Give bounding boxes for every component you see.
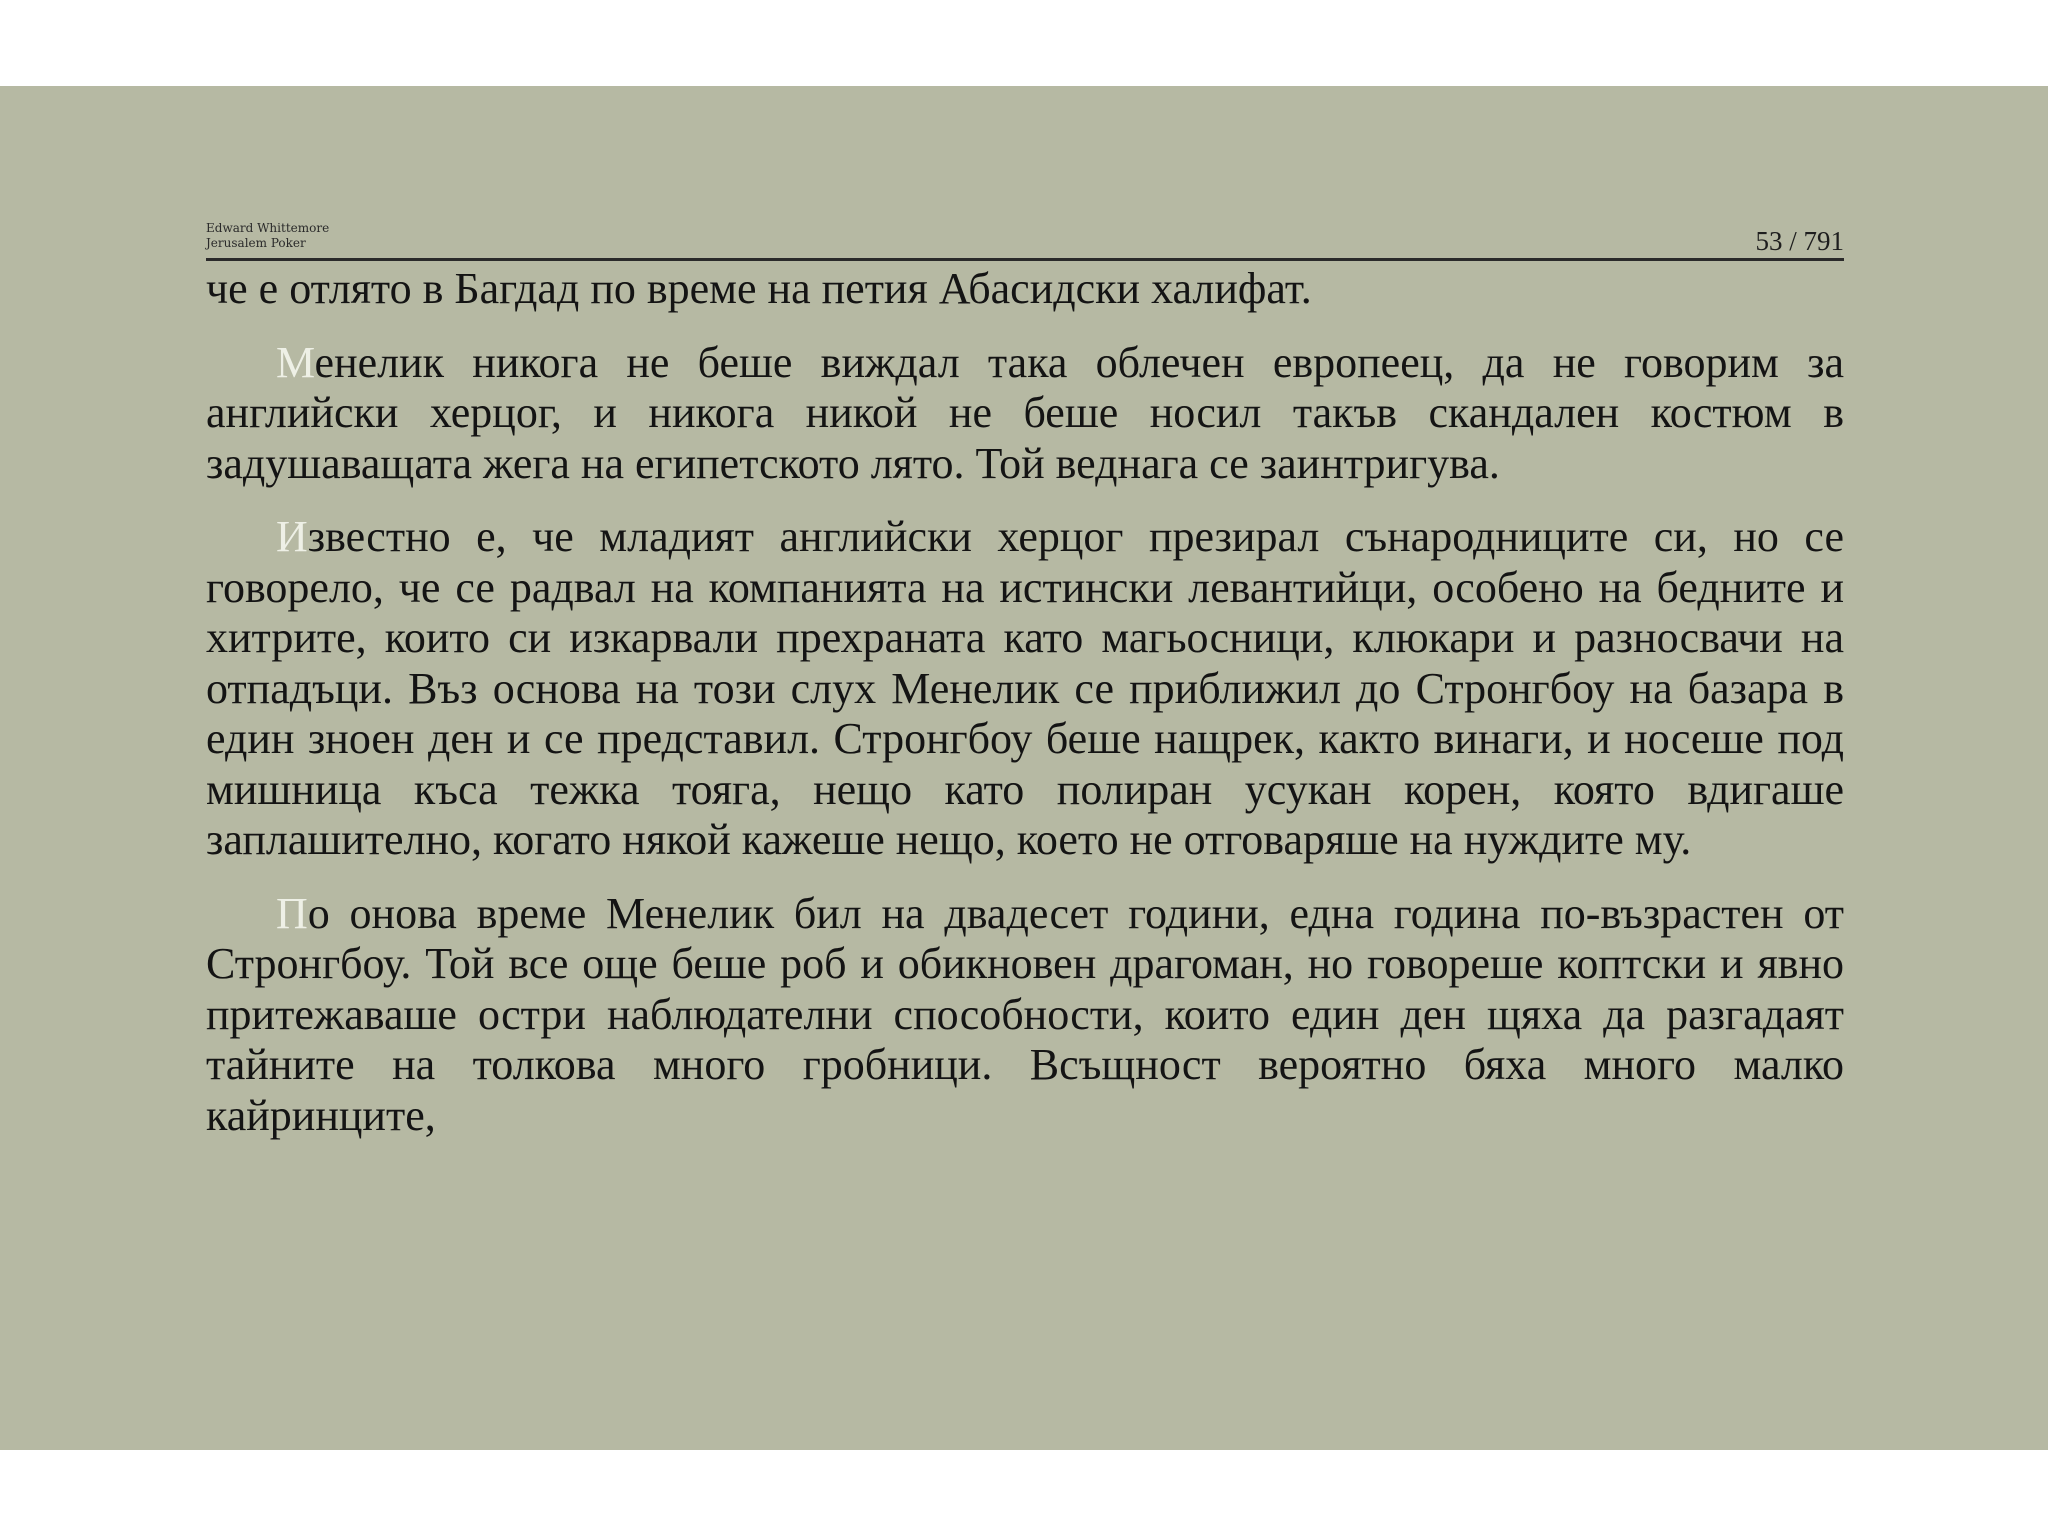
total-pages-number: 791	[1803, 226, 1844, 256]
page-body[interactable]	[206, 264, 1844, 1164]
page-header	[206, 135, 1844, 261]
current-page-number: 53	[1755, 226, 1783, 256]
paragraph-3	[206, 889, 1844, 1142]
paragraph-1	[206, 338, 1844, 490]
paragraph-1-text: енелик никога не беше виждал така облечен европеец, да не говорим за английски херцог, и никога никой не беше носил такъв скандален костюм в задушаващата жега на египетското лято. Той веднага се заинтригува.	[206, 337, 1844, 488]
page-separator: /	[1782, 226, 1804, 256]
paragraph-3-text: о онова време Менелик бил на двадесет години, една година по-възрастен от Стронгбоу. Той все още беше роб и обикновен драгоман, но говореше коптски и явно притежаваше остри наблюдателни способности, които един ден щяха да разгадаят тайните на толкова много гробници. Всъщност вероятно бяха много малко кайринците,	[206, 888, 1844, 1140]
drop-letter-1: М	[276, 337, 315, 387]
page-counter	[1755, 226, 1844, 256]
drop-letter-2: И	[276, 512, 308, 561]
book-title: Jerusalem Poker	[206, 236, 306, 250]
continued-paragraph: че е отлято в Багдад по време на петия Абасидски халифат.	[206, 264, 1312, 313]
paragraph-2	[206, 512, 1844, 866]
drop-letter-3: П	[276, 888, 308, 938]
paragraph-2-text: звестно е, че младият английски херцог презирал сънародниците си, но се говорело, че се радвал на компанията на истински левантийци, особено на бедните и хитрите, които си изкарвали прехраната като магьосници, клюкари и разносвачи на отпадъци. Въз основа на този слух Менелик се приближил до Стронгбоу на базара в един зноен ден и се представил. Стронгбоу беше нащрек, както винаги, и носеше под мишница къса тежка тояга, нещо като полиран усукан корен, която вдигаше заплашително, когато някой кажеше нещо, което не отговаряше на нуждите му.	[206, 512, 1844, 864]
book-meta	[206, 221, 329, 251]
book-author: Edward Whittemore	[206, 221, 330, 235]
